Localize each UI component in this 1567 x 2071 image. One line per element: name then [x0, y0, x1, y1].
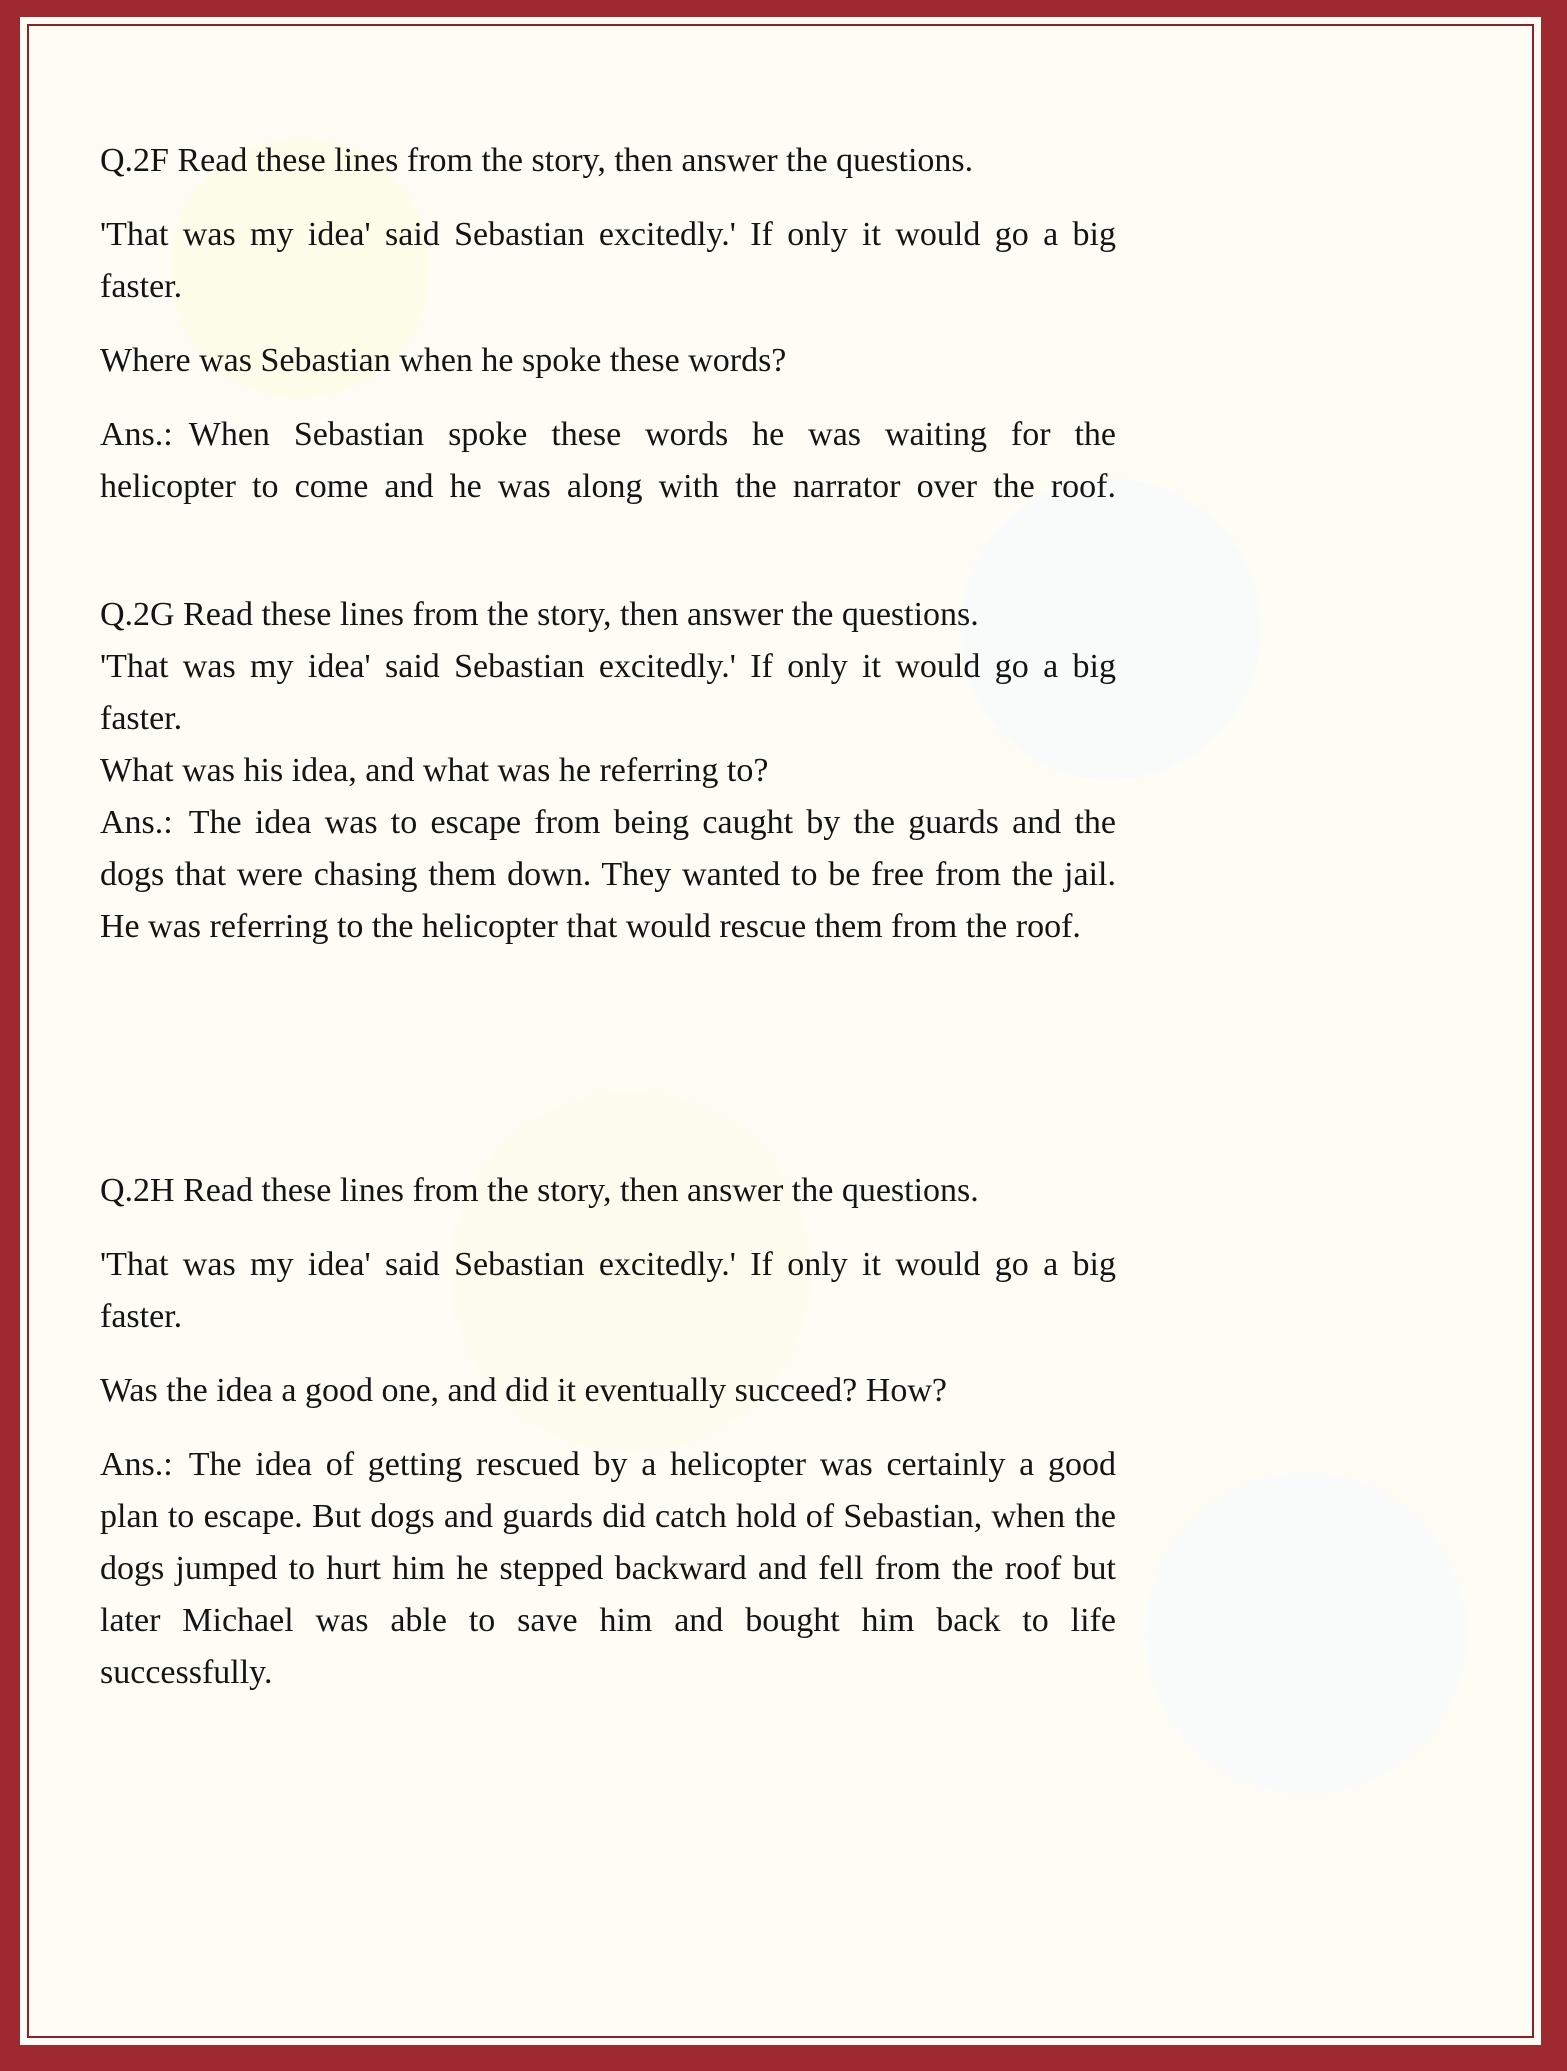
q2h-question: Was the idea a good one, and did it eventually succeed? How? [100, 1372, 947, 1409]
spacer [100, 1343, 1116, 1365]
block-spacer-large [100, 953, 1116, 1165]
spacer [100, 1417, 1116, 1439]
page-paper [30, 27, 1531, 2035]
block-spacer [100, 513, 1116, 589]
q2f-answer-label: Ans.: [100, 416, 173, 453]
q2f-quote: 'That was my idea' said Sebastian excitedly.' If only it would go a big faster. [100, 216, 1116, 305]
q2g-question: What was his idea, and what was he referring to? [100, 752, 769, 789]
spacer [100, 387, 1116, 409]
q2g-answer-text: The idea was to escape from being caught by the guards and the dogs that were chasing them down. They wanted to be free from the jail. He was referring to the helicopter that would rescue them from the roof. [100, 804, 1116, 945]
q2f-question: Where was Sebastian when he spoke these words? [100, 342, 787, 379]
q2g-answer [100, 797, 1116, 953]
q2f-answer [100, 409, 1116, 513]
q2g-answer-label: Ans.: [100, 804, 173, 841]
q2h-quote: 'That was my idea' said Sebastian excitedly.' If only it would go a big faster. [100, 1246, 1116, 1335]
q2h-answer [100, 1439, 1116, 1699]
q2f-answer-text: When Sebastian spoke these words he was waiting for the helicopter to come and he was along with the narrator over the roof. [100, 416, 1116, 505]
q2h-instruction: Q.2H Read these lines from the story, then answer the questions. [100, 1172, 979, 1209]
document-text-column [100, 135, 1116, 1699]
spacer [100, 187, 1116, 209]
q2h-answer-text: The idea of getting rescued by a helicopter was certainly a good plan to escape. But dogs and guards did catch hold of Sebastian, when the dogs jumped to hurt him he stepped backward and fell from the roof but later Michael was able to save him and bought him back to life successfully. [100, 1446, 1116, 1691]
question-block-q2f [100, 135, 1116, 513]
spacer [100, 313, 1116, 335]
question-block-q2h [100, 1165, 1116, 1699]
q2g-instruction: Q.2G Read these lines from the story, then answer the questions. [100, 596, 979, 633]
question-block-q2g [100, 589, 1116, 953]
spacer [100, 1217, 1116, 1239]
q2f-instruction: Q.2F Read these lines from the story, then answer the questions. [100, 142, 974, 179]
q2h-answer-label: Ans.: [100, 1446, 173, 1483]
q2g-quote: 'That was my idea' said Sebastian excitedly.' If only it would go a big faster. [100, 648, 1116, 737]
